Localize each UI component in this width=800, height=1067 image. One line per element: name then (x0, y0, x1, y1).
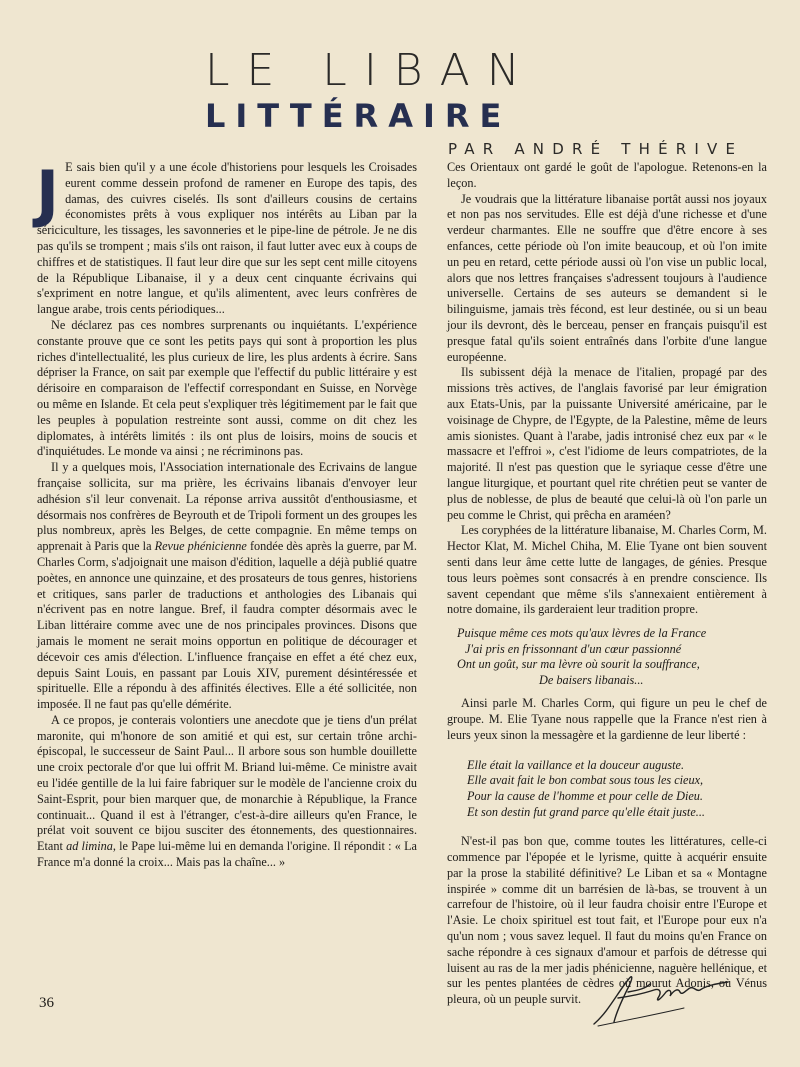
paragraph-3-text-b: fondée dès après la guerre, par M. Charles Corm, s'adjoignait une maison d'édition, laquelle a déjà publié quatre poètes, en annonce une quinzaine, et des prosateurs de tous genres, historiens et critiques, sans parler de traductions et anthologies des Libanais qui n'écrivent pas en notre langue. Bref, il faudra compter désormais avec le Liban littéraire comme avec une de nos principales provinces. Disons que jamais le moment ne serait moins opportun en politique de décourager et décevoir ces amis d'élection. L'influence française en effet a été chez eux, depuis Saint Louis, en passant par Louis XIV, purement désintéressée et spirituelle. Elle a répondu à des affinités électives. Elle a été sollicitée, non imposée. Il ne faut pas qu'elle démérite. (37, 539, 417, 712)
paragraph-2: Ne déclarez pas ces nombres surprenants ou inquiétants. L'expérience constante prouve que ce sont les petits pays qui sont à proportion les plus riches d'intellectualité, les plus curieux de lire, les plus ardents à écrire. Sans dépriser la France, on sait par exemple que l'effectif du public littéraire y est dérisoire en comparaison de l'effectif correspondant en Suisse, en Norvège ou même en Islande. Et cela peut s'expliquer très légitimement par le fait que les peuples à population restreinte sont aussi, comme on dit chez les diplomates, à intérêts limités : ils ont plus de loisirs, moins de soucis et d'inquiétudes. Le monde va ainsi ; ne récriminons pas. (37, 317, 417, 459)
poem-line: Elle était la vaillance et la douceur auguste. (467, 757, 685, 772)
poem-line: De baisers libanais... (539, 672, 644, 687)
paragraph-7: Ils subissent déjà la menace de l'italien, propagé par des missions très actives, de l'anglais favorisé par leur émigration aux Etats-Unis, par la puissante Université américaine, par le voisinage de Chypre, de l'Egypte, de la Palestine, même de leurs amis sionistes. Quant à l'arabe, jadis intronisé chez eux par « le massacre et l'effroi », c'est l'idiome de leurs compatriotes, de la majorité. Il n'est pas question que le syriaque cesse d'être une langue liturgique, et pourtant quel rite chrétien peut se vanter de plus de noblesse, de plus de beauté que celui-là où l'on parle un peu comme le Christ, qui prêcha en araméen? (447, 365, 767, 522)
paragraph-9: Ainsi parle M. Charles Corm, qui figure un peu le chef de groupe. M. Elie Tyane nous rappelle que la France n'est rien à leurs yeux sinon la messagère et la gardienne de leur liberté : (447, 696, 767, 743)
paragraph-4-text-a: A ce propos, je conterais volontiers une anecdote que je tiens d'un prélat maronite, qui m'honore de son amitié et qui est, sur certain trône archi-épiscopal, le successeur de Saint Paul... Il arbore sous son humble douillette une croix pectorale d'or que lui offrit M. Briand lui-même. Ce ministre avait eu l'idée gentille de la lui faire fabriquer sur le modèle de l'ancienne croix du Saint-Esprit, pour bien marquer que, de monarchie à République, la France continuait... Quand il est à l'étranger, c'est-à-dire ailleurs qu'en France, le prélat voit souvent ce bijou susciter des étonnements, des questionnaires. Etant (37, 712, 417, 854)
right-column (447, 160, 767, 1008)
paragraph-10: N'est-il pas bon que, comme toutes les littératures, celle-ci commence par l'épopée et le lyrisme, quitte à acquérir ensuite par la prose la stabilité définitive? Le Liban et sa « Montagne inspirée » comme dit un barrésien de là-bas, se trouvent à un carrefour de l'histoire, où il leur faudra choisir entre l'Europe et l'Asie. Le choix spirituel est tout fait, et l'Europe pour eux n'a qu'un nom ; vous savez lequel. Il faut du moins qu'en France on sache répondre à ces signaux d'amour et parfois de détresse qui luisent au ras de la mer jadis phénicienne, naguère hellénique, et sur les pentes plantées de cèdres où mourut Adonis, où Vénus pleura, où un peuple survit. (447, 834, 767, 1007)
paragraph-3 (37, 460, 417, 713)
poem-corm (457, 626, 767, 688)
poem-line: Ont un goût, sur ma lèvre où sourit la souffrance, (457, 657, 700, 672)
poem-line: J'ai pris en frissonnant d'un cœur passionné (465, 641, 682, 656)
paragraph-1-text: E sais bien qu'il y a une école d'historiens pour lesquels les Croisades eurent comme dessein profond de ramener en Europe des tapis, des damas, des cuivres ciselés. Ils sont d'ailleurs cousins de certains économistes prêts à vous expliquer nos intérêts au Liban par la sériciculture, les tissages, les savonneries et le pipe-line de pétrole. Je ne dis pas qu'ils se trompent ; mais s'ils ont raison, il faut lutter avec eux à coups de chiffres et de statistiques. Il faut leur dire que sur les sept cent mille citoyens de la République Libanaise, il y a deux cent cinquante écrivains qui s'expriment en notre langue, et qu'ils alimentent, avec leurs confrères de langue arabe, trois cents périodiques... (37, 160, 417, 317)
left-column (36, 157, 417, 871)
paragraph-4-text-b: , le Pape lui-même lui en demanda l'origine. Il répondit : « La France m'a donné la croix... Mais pas la chaîne... » (37, 839, 417, 870)
article-title-line1: LE LIBAN (205, 45, 537, 96)
poem-line: Et son destin fut grand parce qu'elle était juste... (467, 804, 705, 819)
author-signature (588, 962, 738, 1032)
paragraph-1 (36, 157, 417, 318)
poem-line: Elle avait fait le bon combat sous tous les cieux, (467, 773, 704, 788)
author-byline: PAR ANDRÉ THÉRIVE (448, 140, 744, 158)
paragraph-3-text-a: Il y a quelques mois, l'Association internationale des Ecrivains de langue française sollicita, sur ma prière, les écrivains libanais d'envoyer leur adhésion s'il leur convenait. La réponse arriva aussitôt d'enthousiasme, et désormais nos confrères de Beyrouth et de Tripoli forment un des groupes les plus nombreux, après les Belges, de cette compagnie. En même temps on apprenait à Paris que la (37, 460, 417, 554)
latin-phrase: ad limina (66, 839, 113, 854)
revue-title: Revue phénicienne (154, 539, 247, 554)
poem-tyane (467, 758, 767, 820)
poem-line: Puisque même ces mots qu'aux lèvres de la France (457, 626, 707, 641)
paragraph-4 (37, 713, 417, 871)
page-number: 36 (39, 995, 54, 1011)
drop-cap: J (36, 157, 60, 230)
article-title-line2: LITTÉRAIRE (205, 97, 512, 135)
paragraph-5: Ces Orientaux ont gardé le goût de l'apologue. Retenons-en la leçon. (447, 160, 767, 190)
paragraph-6: Je voudrais que la littérature libanaise portât aussi nos joyaux et non pas nos servitudes. Elle est déjà d'une richesse et d'une verdeur charmantes. Elle ne souffre que d'être encore à ses enfances, cette période où l'on imite beaucoup, et où l'on imite un peu en retard, cette période aussi où l'on vise un public local, alors que nos lettres françaises s'adressent toujours à l'audience universelle. Certains de ses auteurs se demandent si le bilinguisme, jamais très fécond, est leur destinée, ou si un beau jour ils devront, dès le berceau, penser en français puisqu'il est presque fatal qu'ils soient entraînés dans l'orbite d'une langue européenne. (447, 191, 767, 364)
paragraph-8: Les coryphées de la littérature libanaise, M. Charles Corm, M. Hector Klat, M. Michel Chiha, M. Elie Tyane ont bien souvent senti dans leur âme cette lutte de langages, de génies. Presque tous leurs poèmes sont consacrés à en prendre conscience. Ils savent cependant que même s'ils s'annexaient entièrement à notre domaine, ils garderaient leur tradition propre. (447, 523, 767, 617)
poem-line: Pour la cause de l'homme et pour celle de Dieu. (467, 789, 703, 804)
